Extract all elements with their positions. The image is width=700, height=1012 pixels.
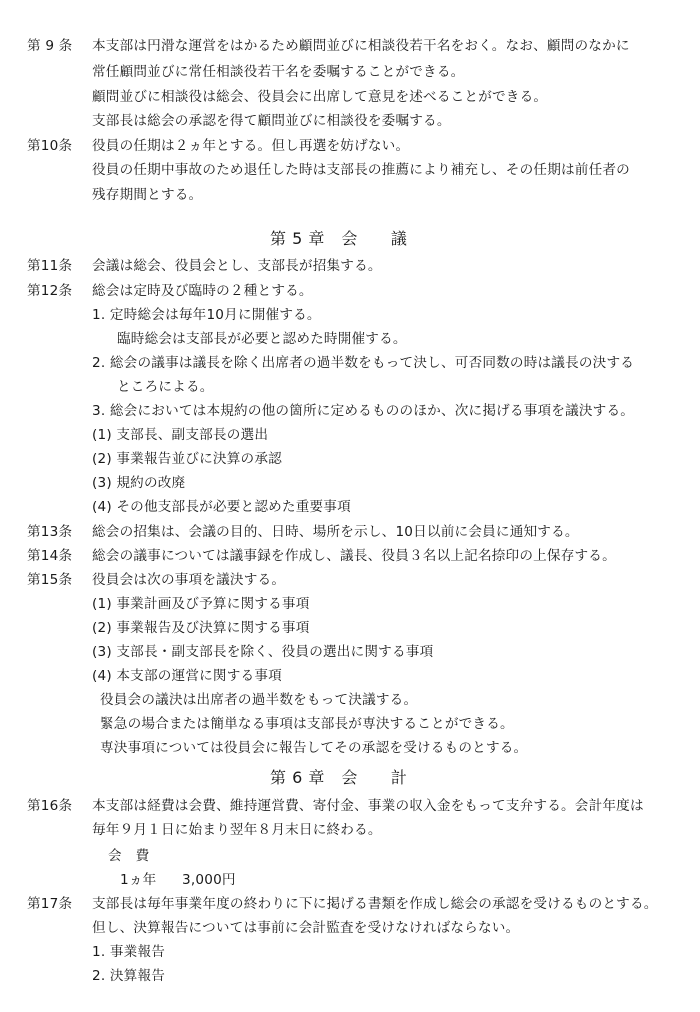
article-12-sub-4: (4) その他支部長が必要と認めた重要事項 [92, 499, 351, 515]
article-11-label: 第11条 [27, 258, 73, 274]
article-12-sub-2: (2) 事業報告並びに決算の承認 [92, 451, 282, 467]
article-16-text-cont: 毎年９月１日に始まり翌年８月末日に終わる。 [92, 822, 382, 838]
article-12-text: 総会は定時及び臨時の２種とする。 [92, 283, 313, 299]
article-10-label: 第10条 [27, 138, 73, 154]
article-15-sub-2: (2) 事業報告及び決算に関する事項 [92, 620, 310, 636]
article-11-text: 会議は総会、役員会とし、支部長が招集する。 [92, 258, 382, 274]
article-15-note-2: 緊急の場合または簡単なる事項は支部長が専決することができる。 [100, 716, 514, 732]
article-16-text: 本支部は経費は会費、維持運営費、寄付金、事業の収入金をもって支弁する。会計年度は [92, 798, 644, 814]
article-12-label: 第12条 [27, 283, 73, 299]
fee-period: 1ヵ年 [120, 872, 157, 888]
article-9-text-cont: 常任顧問並びに常任相談役若干名を委嘱することができる。 [92, 64, 465, 80]
article-9-para-3: 支部長は総会の承認を得て顧問並びに相談役を委嘱する。 [92, 113, 451, 129]
article-9-text: 本支部は円滑な運営をはかるため顧問並びに相談役若干名をおく。なお、顧問のなかに [92, 38, 630, 54]
article-17-item-2: 2. 決算報告 [92, 968, 166, 984]
article-17-text-cont: 但し、決算報告については事前に会計監査を受けなければならない。 [92, 920, 520, 936]
article-12-sub-1: (1) 支部長、副支部長の選出 [92, 427, 269, 443]
article-10-para-2: 役員の任期中事故のため退任した時は支部長の推薦により補充し、その任期は前任者の [92, 162, 630, 178]
article-10-text: 役員の任期は２ヵ年とする。但し再選を妨げない。 [92, 138, 410, 154]
article-15-sub-3: (3) 支部長・副支部長を除く、役員の選出に関する事項 [92, 644, 434, 660]
article-9-label: 第 9 条 [27, 38, 73, 54]
chapter-5-heading: 第 5 章 会 議 [270, 229, 408, 248]
article-9-para-2: 顧問並びに相談役は総会、役員会に出席して意見を述べることができる。 [92, 89, 548, 105]
article-12-item-2: 2. 総会の議事は議長を除く出席者の過半数をもって決し、可否同数の時は議長の決する [92, 355, 635, 371]
article-12-item-3: 3. 総会においては本規約の他の箇所に定めるもののほか、次に掲げる事項を議決する。 [92, 403, 635, 419]
article-12-item-1-cont: 臨時総会は支部長が必要と認めた時開催する。 [117, 331, 407, 347]
fee-amount: 3,000円 [182, 872, 236, 888]
article-17-text: 支部長は毎年事業年度の終わりに下に掲げる書類を作成し総会の承認を受けるものとする。 [92, 896, 658, 912]
article-15-sub-4: (4) 本支部の運営に関する事項 [92, 668, 282, 684]
article-16-label: 第16条 [27, 798, 73, 814]
article-12-sub-3: (3) 規約の改廃 [92, 475, 186, 491]
article-13-label: 第13条 [27, 524, 73, 540]
article-15-text: 役員会は次の事項を議決する。 [92, 572, 286, 588]
article-14-label: 第14条 [27, 548, 73, 564]
article-15-label: 第15条 [27, 572, 73, 588]
chapter-6-heading: 第 6 章 会 計 [270, 768, 408, 787]
article-15-sub-1: (1) 事業計画及び予算に関する事項 [92, 596, 310, 612]
article-17-label: 第17条 [27, 896, 73, 912]
article-15-note-3: 専決事項については役員会に報告してその承認を受けるものとする。 [100, 740, 528, 756]
article-13-text: 総会の招集は、会議の目的、日時、場所を示し、10日以前に会員に通知する。 [92, 524, 579, 540]
article-12-item-1: 1. 定時総会は毎年10月に開催する。 [92, 307, 321, 323]
fee-label: 会 費 [108, 848, 150, 864]
article-12-item-2-cont: ところによる。 [117, 379, 214, 395]
article-17-item-1: 1. 事業報告 [92, 944, 166, 960]
article-10-para-2-cont: 残存期間とする。 [92, 187, 203, 203]
article-15-note-1: 役員会の議決は出席者の過半数をもって決議する。 [100, 692, 418, 708]
article-14-text: 総会の議事については議事録を作成し、議長、役員３名以上記名捺印の上保存する。 [92, 548, 616, 564]
